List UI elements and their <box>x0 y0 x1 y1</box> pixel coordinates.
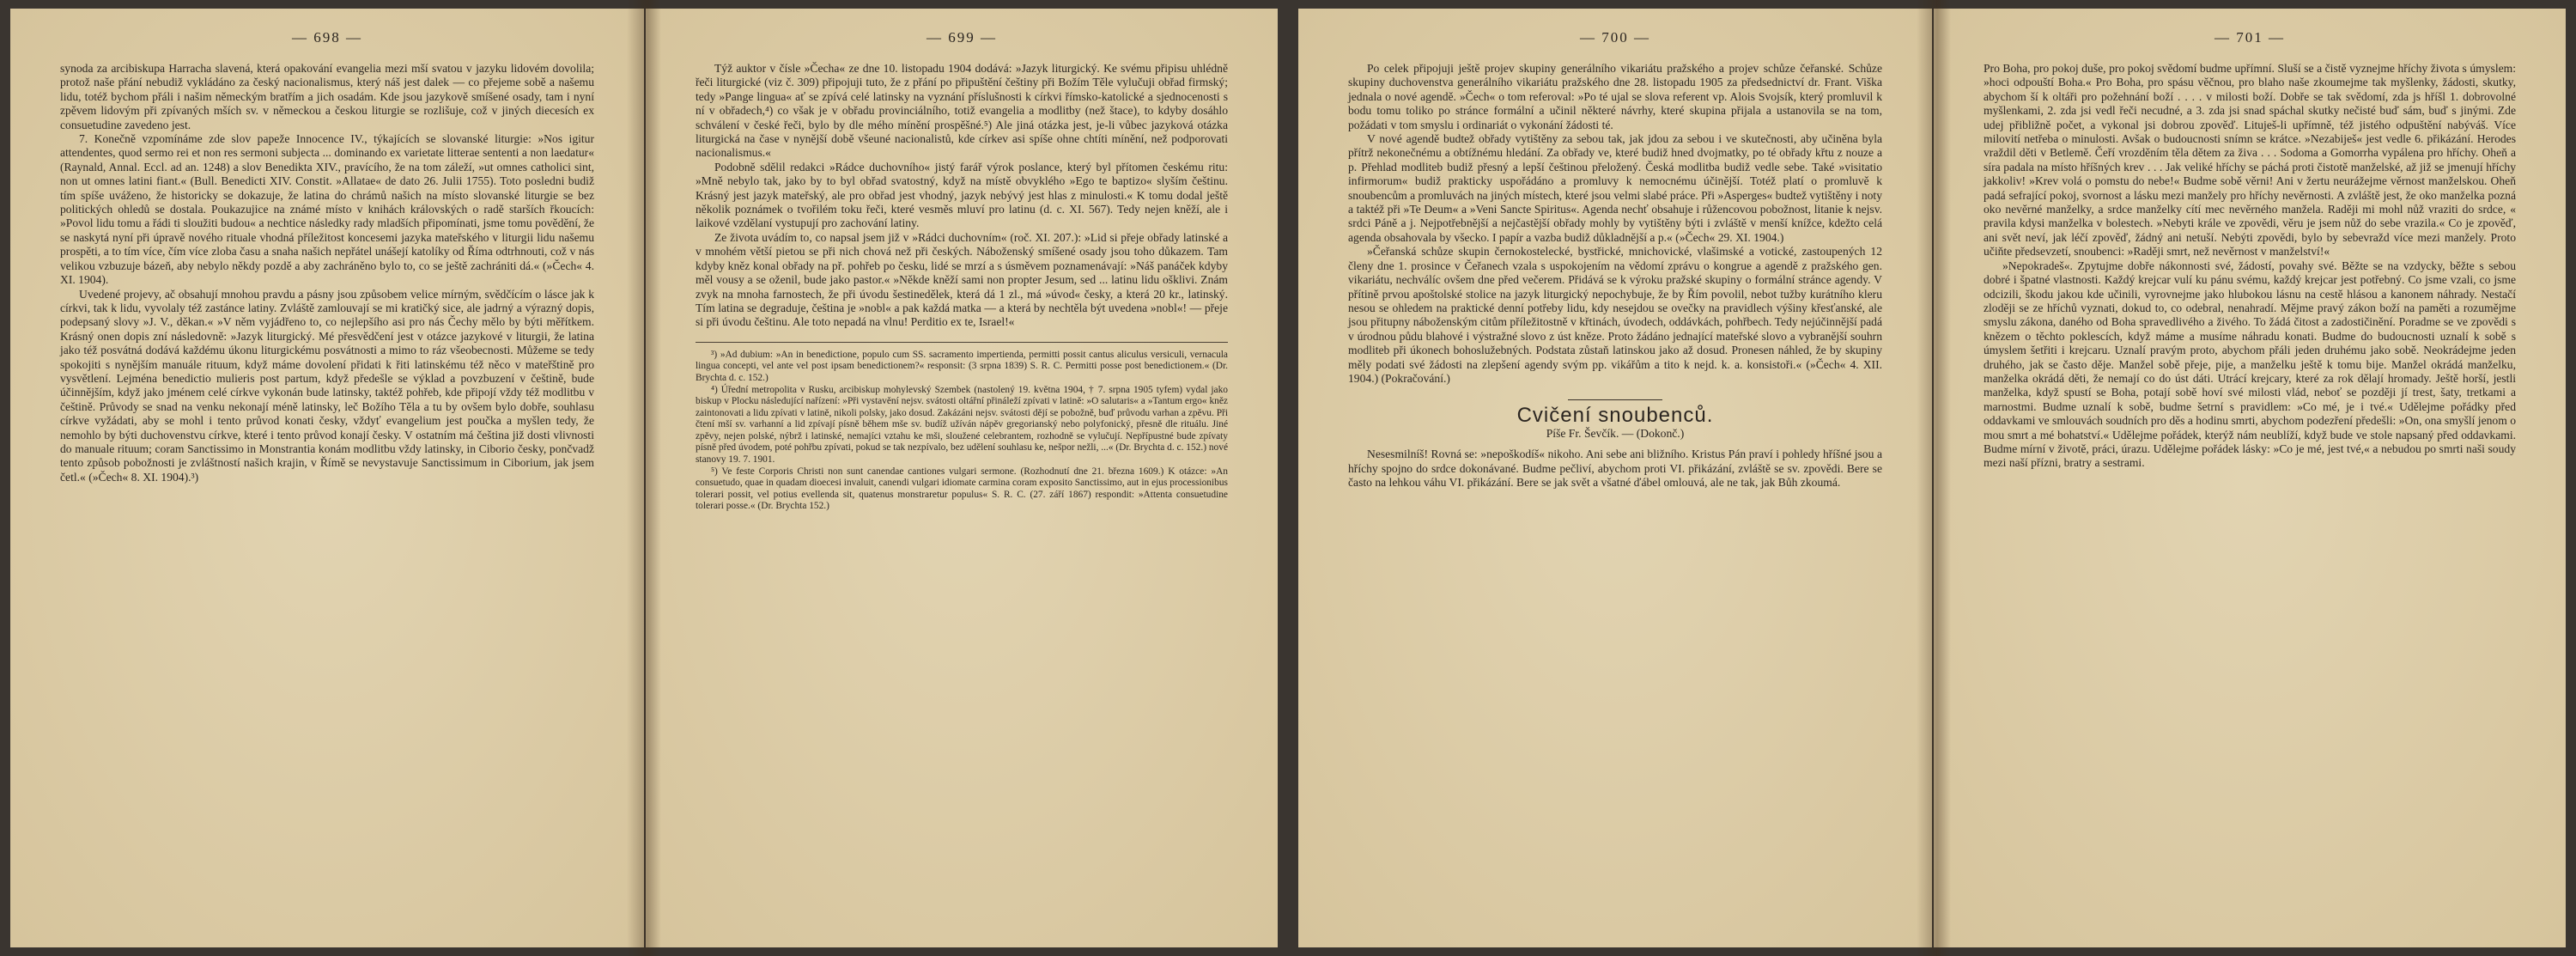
page-699 <box>646 9 1278 947</box>
footnotes <box>696 342 1228 513</box>
book-gutter-shadow <box>1917 0 1951 956</box>
page-number: — 698 — <box>292 29 362 46</box>
paragraph: Ze života uvádím to, co napsal jsem již v »Rádci duchovním« (roč. XI. 207.): »Lid si přeje obřady latinské a v mnohém větší pietou se při nich chová než při českých. Náboženský smíšené osady jsou toho důkazem. Tam kdyby kněz konal obřady na př. pohřeb po česku, lidé se mrzí a s úsměvem poznamenávají: »Náš panáček kdyby měl vousy a se oženil, bude jako pastor.« »Někde kněží sami non propter Jesum, sed ... latinu lidu ošklivi. Znám zvyk na mnoha farnostech, že při úvodu šestinedělek, která dá 1 zl., má »úvod« česky, a která 20 kr., latinský. Tím latina se degraduje, čeština je »nobl« a pak každá matka — a která by nechtěla být uvedena »nobl«! — přeje si při úvodu češtinu. Ale toto nepadá na vlnu! Perditio ex te, Israel!« <box>696 230 1228 329</box>
text-column <box>1348 62 1882 490</box>
text-column <box>696 62 1228 330</box>
footnote: ⁴) Úřední metropolita v Rusku, arcibiskup mohylevský Szembek (nastolený 19. května 1904, † 7. srpna 1905 tyfem) vydal jako biskup v Plocku následující nařízení: »Při vystavění nejsv. svátosti oltářní přináleží zpívati v latině: »O salutaris« a »Tantum ergo« kněz zaintonovati a lidu zpívati v latině, nikoli polsky, jako dosud. Zakázáni nejsv. svátosti dějí se pobožně, buď průvodu varhan a zpěvu. Při čtení mší sv. varhanní a lid zpívají písně během mše sv. budíž užíván nápěv gregorianský nebo polyfonický, přesně dle rituálu. Jiné zpěvy, nejen polské, nýbrž i latinské, nemajíci vztahu ke mši, sloužené celebrantem, rozhodně se vylučují. Nepřípustné bude zpívaty písně před úvodem, poté pohřbu zpívati, pokud se tak nezpívalo, bez udělení souhlasu ke, nešpor nežli, ...« (Dr. Brychta d. c. 152.) nové stanovy 19. 7. 1901. <box>696 384 1228 466</box>
article-heading: Cvičení snoubenců. <box>1516 404 1714 428</box>
paragraph: Uvedené projevy, ač obsahují mnohou pravdu a pásny jsou způsobem velice mírným, svědčícím o lásce jak k církvi, tak k lidu, vyvolaly též zastánce latiny. Zvláště zamlouvají se mi kratičký sice, ale jadrný a výrazný dopis, podepsaný slovy »J. V., děkan.« »V něm vyjádřeno to, co nejlepšího asi pro nás Čechy mělo by býti měřítkem. Krásný onen dopis zní následovně: »Jazyk liturgický. Mé přesvědčení jest v otázce jazykové v liturgii, že latina jako též posvátná dodává každému úkonu liturgickému posvátnosti a mimo to ráz všeobecnosti. Můžeme se tedy spokojiti s nynějším manuále rituum, když máme dovolení přidati k řiti latinskému též něco v mateřštině pro vysvětlení. Lejména benedictio mulieris post partum, když předešle se výklad a povzbuzení v češtině, bude účinnějším, když jako jménem celé církve vykonán bude latinsky, taktéž pohřeb, kde připojí vždy též modlitbu v češtině. Průvody se snad na venku nekonají méně latinsky, leč Božího Těla a tu by ovšem bylo dobře, souhlasu církve vyžádati, aby se mohl i tento průvod konati česky, vždyť evangelium jest poučka a myšlen tedy, že nemohlo by býti duchovenstvu církve, které i tento průvod konají česky. V ostatním má čeština již dosti vlivnosti do manuale rituum; coram Sanctissimo in Monstrantia konám modlitbu vždy latinsky, in Ciborio česky, pončvadž tento způsob pobožnosti je zvláštností našich krajin, v Římě se nevystavuje Sanctissimum in Ciborium, jak jsem četl.« (»Čech« 8. XI. 1904).³) <box>60 287 594 484</box>
paragraph: Týž auktor v čísle »Čecha« ze dne 10. listopadu 1904 dodává: »Jazyk liturgický. Ke svému připisu uhlédně řeči liturgické (viz č. 309) připojuji tuto, že z přání po připuštění češtiny při Božím Těle vylučuji obřad firmský; tedy »Pange lingua« ať se zpívá celé latinsky na vyznání příslušnosti k církvi římsko-katolické a sjednocenosti s ní v obřadech,⁴) co však je v obřadu provinciálního, totiž evangelia a modlitby (než štace), to kdyby dosáhlo schválení v české řeči, bylo by dle mého mínění prospěšné.⁵) Ale jiná otázka jest, je-li vůbec jazyková otázka liturgická na čase v nynější době všeuné nacionalistů, kde církev asi spíše ohne chtíti mínění, než podporovati nacionalismus.« <box>696 62 1228 160</box>
text-column <box>60 62 594 484</box>
section-divider <box>1568 399 1662 400</box>
footnote: ⁵) Ve feste Corporis Christi non sunt canendae cantiones vulgari sermone. (Rozhodnutí dne 21. března 1609.) K otázce: »An consuetudo, quae in quadam dioecesi invaluit, canendi vulgari idiomate carmina coram exposito Sanctissimo, aut in ejus processionibus tolerari possit, vel potius evellenda sit, quatenus monstraretur populus« S. R. C. (27. září 1867) respondit: »Attenta consuetudine tolerari posse.« (Dr. Brychta 152.) <box>696 466 1228 512</box>
book-gutter-shadow <box>627 0 661 956</box>
paragraph: V nové agendě budtež obřady vytištěny za sebou tak, jak jdou za sebou i ve skutečnosti, aby učiněna byla přítrž nekonečnému a obtížnému hledání. Za obřady ve, které budiž hned dvojmatky, po té obřady křtu z nouze a p. Přehlad modliteb budiž přesný a lepší češtinou přeložený. Česká modlitba budiž vedle sebe. Také »visitatio infirmorum« budiž prakticky uspořádáno a promluvy k nemocnému účinější. Totéž platí o promluvě k snoubencům a promluvách na jiných místech, které jsou velmi slabé práce. Při »Asperges« budtež vytištěny i noty a taktéž při »Te Deum« a »Veni Sancte Spiritus«. Agenda nechť obsahuje i růžencovou pobožnost, litanie k nejsv. srdci Páně a j. Nejpotřebnější a nejčastější obřady mohly by vytištěny býti i zvláště v menší knížce, kdežto celá agenda obsahovala by všecko. I papír a vazba budiž důkladnější a p.« (»Čech« 29. XI. 1904.) <box>1348 132 1882 244</box>
page-number: — 700 — <box>1580 29 1650 46</box>
paragraph: »Čeřanská schůze skupin černokostelecké, bystřické, mnichovické, vlašimské a votické, zastoupených 12 členy dne 1. prosince v Čeřanech vzala s uspokojením na vědomí zprávu o kongrue a agendě z pražského gen. vikariátu, nechválíc ovšem dne před večerem. Přidává se k výroku pražské skupiny o formální stránce agendy. V přítině prvou apoštolské stolice na jazyk liturgický nepochybuje, že by Řím povolil, nebot tužby kurátního kleru nesou se ohledem na praktické denní potřeby lidu, kdy nesejdou se ovečky na pravidlech výšiny křesťanské, ale jsou přitupny náboženským citům příležitostně v křtinách, úvodech, oddávkách, pohřbech. Tedy nejúčinnější padá v úrodnou půdu blahové i výstražné slovo z úst kněze. Proto žádáno jednající mateřské slovo a vybranější souhrn modliteb při úkonech bohoslužebných. Podstata zůstaň latinskou jako až dosud. Pronesen náhled, že by skupiny měly podati své žádosti na zlepšení agendy svým pp. vikářům a tito k nejd. k. a. konsistoři.« (»Čech« 4. XII. 1904.) (Pokračování.) <box>1348 245 1882 385</box>
text-column <box>1984 62 2516 471</box>
paragraph: »Nepokradeš«. Zpytujme dobře nákonnosti své, žádostí, povahy své. Běžte se na vzdycky, běžte s sebou dobré i špatné vlastnosti. Každý krejcar vulí ku pánu svému, každý krejcar jest potřebný. Co jsme vzali, co jsme odcizili, škodu jakou kde učinili, vyrovnejme jako hlubokou lásnu na cestě hlásou a kanonem náhrady. Nestačí zloději se ze hříchů vyznati, dokud to, co odebral, nenahradí. Mějme pravý zákon boží na paměti a rozumějme smyslu zákona, daného od Boha spravedlivého a živého. To žádá čitost a zadostičinění. Poradme se ve zpovědi s knězem o těchto poklescích, když máme a musíme náhradu konati. Budme do budoucnosti uznalí k sobě s úmyslem šetřiti i krejcaru. Uznalí pravým proto, abychom přáli jeden druhému jako sobě. Neokrádejme jeden druhého, jak se často děje. Manžel sobě přeje, pije, a manželku ještě k tomu bije. Manžel okrádá manželku, manželka okrádá děti, že nemají co do úst dáti. Utrácí krejcary, které za rok dělají hromady. Ještě horší, jestli manželka, když spustí se Boha, potají sobě hoví své milosti vlád, neboť se později jí trest, šaty, tretkami a marnostmi. Budme uznalí k sobě, budme šetrní s pravidlem: »Co mé, je i tvé.« Udělejme pořádky před oddavkami ve smlouvách soudních pro děs a hodinu smrti, abychom podezření předešli: »On, ona smyšlí jenom o mou smrt a mé bohatství.« Udělejme pořádek, kterýž nám neublíží, když bude ve stole napsaný před oddavkami. Budme mírní v životě, práci, úrazu. Udělejme pořádek lásky: »Co je mé, jest tvé,« a nebudou po smrti naši soudy mezi naší přízni, bratry a sestrami. <box>1984 259 2516 470</box>
paragraph: Pro Boha, pro pokoj duše, pro pokoj svědomí budme upřímní. Sluší se a čistě vyznejme hříchy života s úmyslem: »hoci odpouští Boha.« Pro Boha, pro spásu věčnou, pro blaho naše zkoumejme tak myšlenky, žádosti, skutky, abychom ší k oltáři pro požehnání boží . . . . v milosti boží. Dobře se tak svědomí, zda js hříšl 1. dobrovolné myšlenkami, 2. zda jsi vedl řeči necudné, a 3. zda jsi snad spáchal skutky nečisté buď sám, buď s jinými. Zde udej přibližně počet, a vykonal jsi dobrou zpověď. Lituješ-li upřímně, též jistého odpuštění nabýváš. Více milovití netřeba o minulosti. Avšak o budoucnosti snímn se krátce. »Nezabiješ« jest vedle 6. přikázání. Herodes vraždil děti v Betlemě. Čeří vrozděním těla dětem za živa . . . Sodoma a Gomorrha vypálena pro hříchy. Oheň a síra padala na místo hříšných krev . . . Jak veliké hříchy se páchá proti čistotě manželské, až již se jmenují hříchy jakkoliv! »Krev volá o pomstu do nebe!« Budme sobě věrni! Ani v žertu neurážejme věrnost manželskou. Oheň padá sefrající pokoj, svornost a lásku mezi manžely pro hříchy nevěrnosti. A zvláště jest, že oko manželka pozná oko nevěrné manželky, a srdce manželky cítí mec nevěrného manžela. Raději mi mohl nůž vraziti do srdce, « pravila kdysi manželka v bolestech. »Nebyti krále ve zpovědi, věru je jsem nůž do sebe vrazila.« Co je zpověď, ani svět neví, jak léčí zpověď, žádný ani netuší. Nebýti zpovědi, bylo by sebevražd více mezi manžely. Proto učiňte předsevzetí, snoubenci: »Raději smrt, než nevěrnost v manželství!« <box>1984 62 2516 259</box>
page-number: — 701 — <box>2215 29 2285 46</box>
paragraph: synoda za arcibiskupa Harracha slavená, která opakování evangelia mezi mší svatou v jazyku lidovém dovolila; protož naše přání nebudiž vykládáno za český nacionalismus, který náš jest dalek — co přejeme sobě a našemu lidu, totéž bychom přáli i našim německým bratřím a jich osadám. Kde jsou jazykově smíšené osady, tam i nyní zpěvem lidovým při zpívaných mších sv. v německou a českou liturgie se rozlišuje, což v jiných diecesích ex consuetudine zavedeno jest. <box>60 62 594 131</box>
paragraph: 7. Konečně vzpomínáme zde slov papeže Innocence IV., týkajících se slovanské liturgie: »Nos igitur attendentes, quod sermo rei et non res sermoni subjecta ... dominando ex varietate litterae sententi a non laedatur« (Raynald, Annal. Eccl. ad an. 1248) a slov Benedikta XIV., pravícího, že na tom záleží, »ut omnes catholici sint, non ut omnes latini fiant.« (Bull. Benedicti XIV. Constit. »Allatae« de dato 26. Julii 1755). Toto posledni budiž tím spíše uváženo, že historicky se dokazuje, že latina do chrámů našich na místo slovanské liturgie se bez politických ohledů se dostala. Poukazujice na známé místo v knihách královských o radě starších řkoucích: »Povol lidu tomu a řádi ti sloužiti budou« a nechtice následky rady mladších připomínati, jsme tomu povědění, že se naskytá nyní při úpravě nového rituale vhodná příležitost koncesemi jazyka mateřského v liturgii lidu našemu prospěti, a to tím více, čím více zloba času a snaha našich nepřátel unášejí katolíky od Říma odtrhnouti, což v nás velikou vzbuzuje bázeň, aby nebylo někdy pozdě a aby zachráněno bylo to, co se ještě zachrániti dá.« (»Čech« 4. XI. 1904). <box>60 132 594 287</box>
page-700 <box>1298 9 1932 947</box>
page-701 <box>1934 9 2566 947</box>
page-number: — 699 — <box>927 29 997 46</box>
article-byline: Píše Fr. Ševčík. — (Dokonč.) <box>1546 426 1685 440</box>
footnote: ³) »Ad dubium: »An in benedictione, populo cum SS. sacramento impertienda, permitti possit cantus aliculus versiculi, vernacula lingua concepti, vel ante vel post ipsam benedictionem?« responsit: (3 srpna 1839) S. R. C. Permitti posse post benedictionem.« (Dr. Brychta d. c. 152.) <box>696 349 1228 383</box>
paragraph: Podobně sdělil redakci »Rádce duchovního« jistý farář výrok poslance, který byl přítomen českému ritu: »Mně nebylo tak, jako by to byl obřad svatostný, když na místě obvyklého »Ego te baptizo« slyším češtinu. Krásný jest jazyk mateřský, ale pro obřad jest vhodný, jazyk nebývý jest hlas z minulosti.« K tomu dodal ještě několik poznámek o tvořilém toku řeči, které vesměs mluví pro latinu (d. c. XI. 567). Tedy nejen kněží, ale i laikové vzdělaní vystupují pro zachování latiny. <box>696 160 1228 230</box>
paragraph: Po celek připojuji ještě projev skupiny generálního vikariátu pražského a projev schůze čeřanské. Schůze skupiny duchovenstva generálního vikariátu pražského dne 28. listopadu 1905 za předsednictví dr. Frant. Viška jednala o nové agendě. »Čech« o tom referoval: »Po té ujal se slova referent vp. Alois Svojsík, který promluvil k bodu tomu toliko po stránce formální a učinil některé návrhy, které skupina přijala a ustanovila se na tom, požádati v tom smyslu i ordinariát o vykonání žádosti té. <box>1348 62 1882 131</box>
page-698 <box>10 9 644 947</box>
paragraph: Nesesmilníš! Rovná se: »nepoškodíš« nikoho. Ani sebe ani bližního. Kristus Pán praví i pohledy hříšné jsou a hříchy spojno do srdce dokonávané. Budme pečliví, abychom proti VI. přikázání, zvláště se sv. zpovědi. Bere se často na lehkou váhu VI. přikázání. Bere se jak svět a všatné ďábel omlouvá, ale ne tak, jak Bůh zkoumá. <box>1348 448 1882 489</box>
